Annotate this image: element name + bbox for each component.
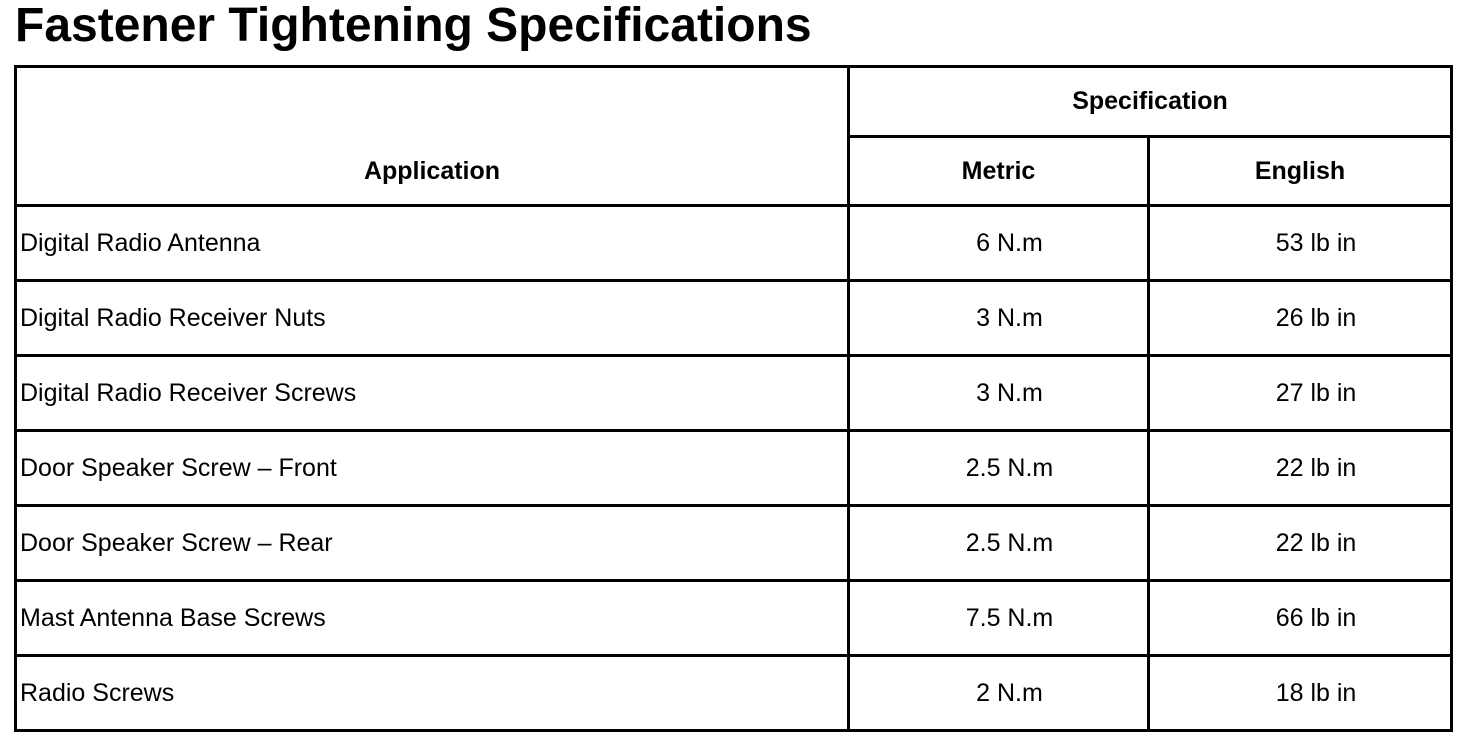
- metric-cell: 3 N.m: [849, 356, 1149, 431]
- table-row: [16, 581, 1452, 656]
- table-row: [16, 356, 1452, 431]
- application-cell: Digital Radio Receiver Nuts: [16, 281, 849, 356]
- table-header-row: [16, 67, 1452, 137]
- english-cell: 22 lb in: [1149, 431, 1452, 506]
- table-row: [16, 206, 1452, 281]
- page-title: Fastener Tightening Specifications: [15, 0, 812, 52]
- header-metric: Metric: [849, 136, 1149, 206]
- english-cell: 22 lb in: [1149, 506, 1452, 581]
- table-row: [16, 431, 1452, 506]
- english-cell: 66 lb in: [1149, 581, 1452, 656]
- application-cell: Door Speaker Screw – Front: [16, 431, 849, 506]
- fastener-spec-table: [14, 65, 1453, 732]
- english-cell: 27 lb in: [1149, 356, 1452, 431]
- metric-cell: 7.5 N.m: [849, 581, 1149, 656]
- metric-cell: 2 N.m: [849, 656, 1149, 731]
- application-cell: Digital Radio Antenna: [16, 206, 849, 281]
- metric-cell: 3 N.m: [849, 281, 1149, 356]
- english-cell: 26 lb in: [1149, 281, 1452, 356]
- metric-cell: 6 N.m: [849, 206, 1149, 281]
- english-cell: 18 lb in: [1149, 656, 1452, 731]
- application-cell: Door Speaker Screw – Rear: [16, 506, 849, 581]
- application-cell: Mast Antenna Base Screws: [16, 581, 849, 656]
- metric-cell: 2.5 N.m: [849, 431, 1149, 506]
- header-specification: Specification: [849, 67, 1452, 137]
- header-application: Application: [16, 67, 849, 206]
- table-row: [16, 656, 1452, 731]
- metric-cell: 2.5 N.m: [849, 506, 1149, 581]
- application-cell: Radio Screws: [16, 656, 849, 731]
- table-row: [16, 281, 1452, 356]
- english-cell: 53 lb in: [1149, 206, 1452, 281]
- table-row: [16, 506, 1452, 581]
- header-english: English: [1149, 136, 1452, 206]
- application-cell: Digital Radio Receiver Screws: [16, 356, 849, 431]
